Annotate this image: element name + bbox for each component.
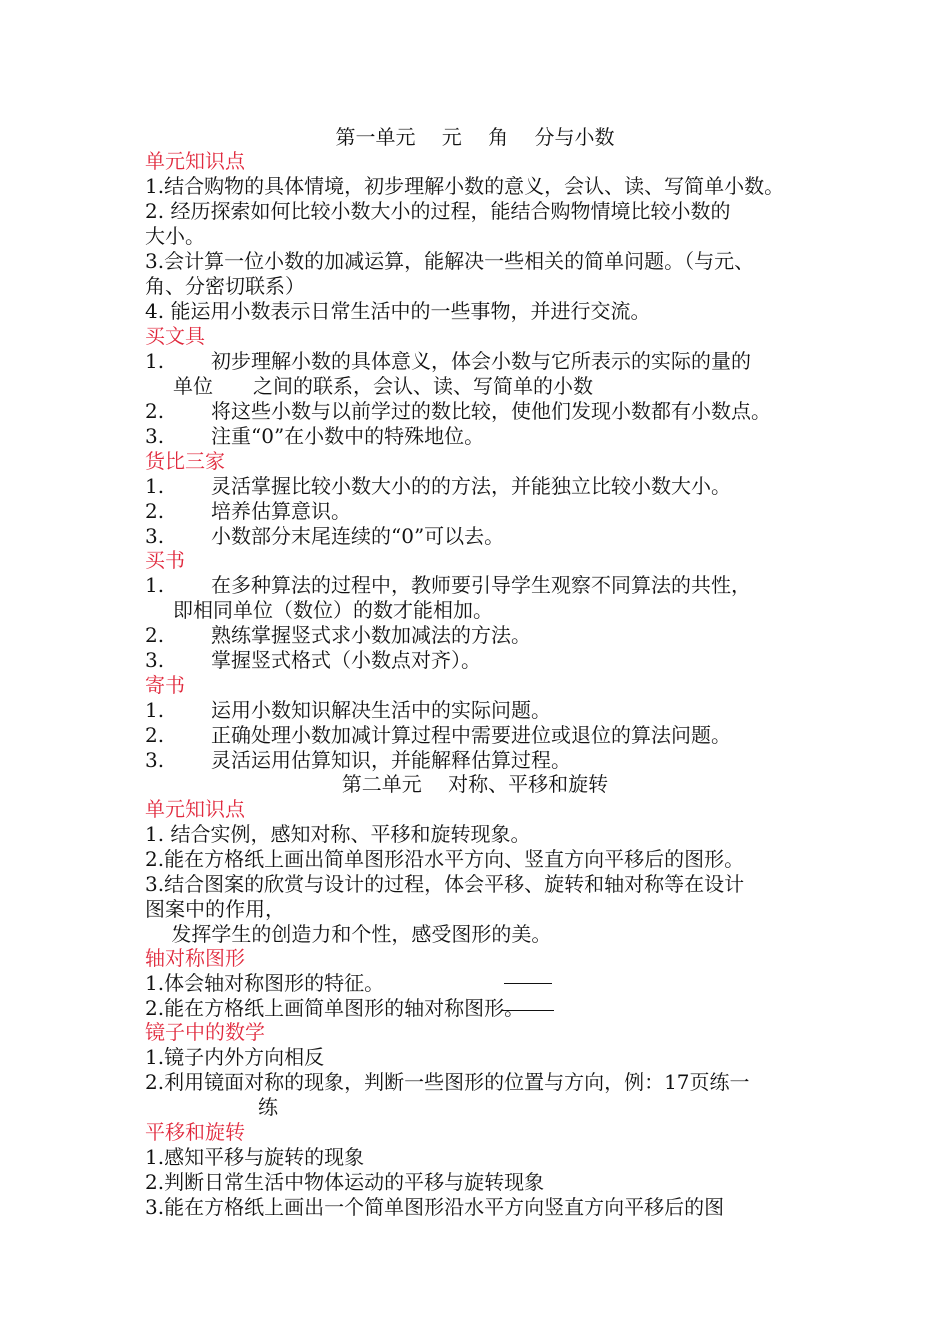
paragraph-line: 1. 结合实例，感知对称、平移和旋转现象。 — [145, 822, 531, 846]
section-heading-translate-rotate: 平移和旋转 — [145, 1120, 245, 1144]
item-number: 3. — [145, 424, 165, 448]
item-number: 3. — [145, 648, 165, 672]
item-number: 3. — [145, 748, 165, 772]
item-text: 培养估算意识。 — [211, 499, 351, 523]
item-number: 2. — [145, 499, 165, 523]
paragraph-line: 4. 能运用小数表示日常生活中的一些事物，并进行交流。 — [145, 299, 651, 323]
section-heading-compare: 货比三家 — [145, 449, 225, 473]
section-heading-stationery: 买文具 — [145, 324, 205, 348]
paragraph-line: 1.结合购物的具体情境，初步理解小数的意义，会认、读、写简单小数。 — [145, 174, 785, 198]
unit2-knowledge-heading: 单元知识点 — [145, 797, 245, 821]
item-number: 1. — [145, 474, 165, 498]
strikethrough-line — [502, 1010, 554, 1011]
list-item-continuation: 单位 之间的联系，会认、读、写简单的小数 — [173, 374, 593, 398]
item-text: 掌握竖式格式（小数点对齐）。 — [211, 648, 481, 672]
list-item — [145, 349, 751, 374]
list-item — [145, 573, 751, 598]
list-item — [145, 474, 731, 499]
paragraph-line: 2.利用镜面对称的现象，判断一些图形的位置与方向，例：17页练一 — [145, 1070, 750, 1094]
list-item — [145, 524, 504, 549]
paragraph-line: 1.镜子内外方向相反 — [145, 1045, 325, 1069]
paragraph-line: 2.能在方格纸上画出简单图形沿水平方向、竖直方向平移后的图形。 — [145, 847, 745, 871]
list-item — [145, 623, 531, 648]
paragraph-line: 角、分密切联系） — [145, 274, 305, 298]
list-item — [145, 748, 571, 773]
item-number: 1. — [145, 698, 165, 722]
decorative-line — [504, 983, 552, 984]
item-text: 灵活运用估算知识，并能解释估算过程。 — [211, 748, 571, 772]
list-item — [145, 424, 484, 449]
list-item — [145, 399, 771, 424]
paragraph-line: 图案中的作用， — [145, 897, 285, 921]
unit1-title: 第一单元 元 角 分与小数 — [335, 125, 615, 149]
item-number: 3. — [145, 524, 165, 548]
paragraph-line: 2. 经历探索如何比较小数大小的过程，能结合购物情境比较小数的 — [145, 199, 731, 223]
paragraph-line: 1.感知平移与旋转的现象 — [145, 1145, 365, 1169]
section-heading-mail: 寄书 — [145, 673, 185, 697]
paragraph-line: 1.体会轴对称图形的特征。 — [145, 971, 385, 995]
paragraph-line: 大小。 — [145, 224, 205, 248]
paragraph-line: 练 — [258, 1095, 278, 1119]
item-text: 运用小数知识解决生活中的实际问题。 — [211, 698, 551, 722]
paragraph-line: 3.结合图案的欣赏与设计的过程，体会平移、旋转和轴对称等在设计 — [145, 872, 745, 896]
paragraph-line: 2.判断日常生活中物体运动的平移与旋转现象 — [145, 1170, 545, 1194]
item-number: 2. — [145, 623, 165, 647]
paragraph-line: 2.能在方格纸上画简单图形的轴对称图形。 — [145, 996, 525, 1020]
list-item-continuation: 即相同单位（数位）的数才能相加。 — [173, 598, 493, 622]
unit1-knowledge-heading: 单元知识点 — [145, 149, 245, 173]
paragraph-line: 3.能在方格纸上画出一个简单图形沿水平方向竖直方向平移后的图 — [145, 1195, 725, 1219]
section-heading-mirror: 镜子中的数学 — [145, 1020, 265, 1044]
paragraph-line: 发挥学生的创造力和个性，感受图形的美。 — [145, 922, 552, 946]
list-item — [145, 648, 481, 673]
list-item — [145, 698, 551, 723]
paragraph-line: 3.会计算一位小数的加减运算，能解决一些相关的简单问题。（与元、 — [145, 249, 755, 273]
item-text: 小数部分末尾连续的“0”可以去。 — [211, 524, 505, 548]
item-text: 熟练掌握竖式求小数加减法的方法。 — [211, 623, 531, 647]
section-heading-books: 买书 — [145, 548, 185, 572]
item-text: 正确处理小数加减计算过程中需要进位或退位的算法问题。 — [211, 723, 731, 747]
item-text: 在多种算法的过程中，教师要引导学生观察不同算法的共性， — [211, 573, 751, 597]
unit2-title: 第二单元 对称、平移和旋转 — [341, 772, 609, 796]
item-number: 2. — [145, 723, 165, 747]
item-number: 1. — [145, 573, 165, 597]
list-item — [145, 499, 351, 524]
list-item — [145, 723, 731, 748]
section-heading-axis-symmetry: 轴对称图形 — [145, 946, 245, 970]
item-text: 初步理解小数的具体意义，体会小数与它所表示的实际的量的 — [211, 349, 751, 373]
item-number: 1. — [145, 349, 165, 373]
item-number: 2. — [145, 399, 165, 423]
item-text: 灵活掌握比较小数大小的的方法，并能独立比较小数大小。 — [211, 474, 731, 498]
item-text: 注重“0”在小数中的特殊地位。 — [211, 424, 485, 448]
item-text: 将这些小数与以前学过的数比较，使他们发现小数都有小数点。 — [211, 399, 771, 423]
